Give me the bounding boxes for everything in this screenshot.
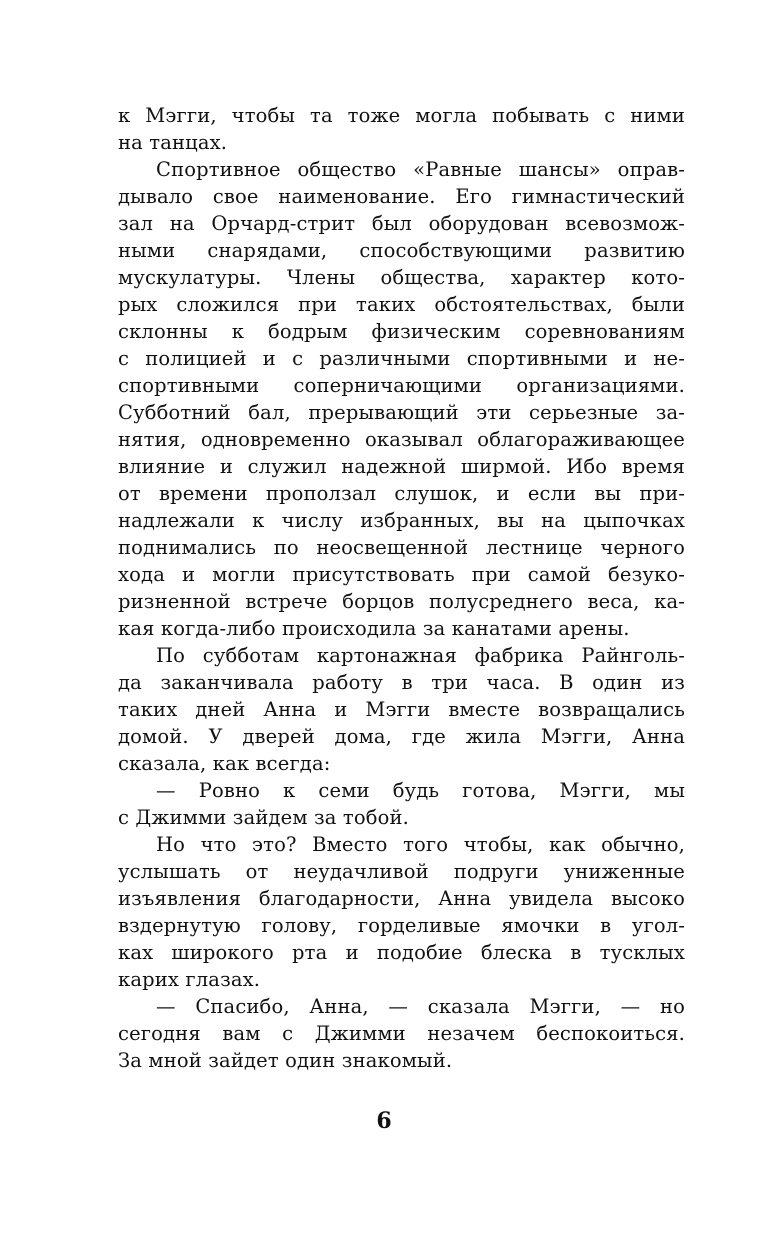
text-line: мускулатуры. Члены общества, характер кото- xyxy=(118,266,685,289)
text-line: да заканчивала работу в три часа. В один из xyxy=(118,671,685,694)
body-text xyxy=(118,102,685,1074)
text-line: За мной зайдет один знакомый. xyxy=(118,1049,453,1072)
text-line: ными снарядами, способствующими развитию xyxy=(118,239,685,262)
text-line: нятия, одновременно оказывал облагораживающее xyxy=(118,428,685,451)
text-line: влияние и служил надежной ширмой. Ибо время xyxy=(118,455,685,478)
text-line: домой. У дверей дома, где жила Мэгги, Анна xyxy=(118,725,685,748)
text-line: Субботний бал, прерывающий эти серьезные за- xyxy=(118,401,685,424)
text-line: Спортивное общество «Равные шансы» оправ- xyxy=(156,158,685,181)
text-line: сказала, как всегда: xyxy=(118,752,331,775)
text-line: надлежали к числу избранных, вы на цыпочках xyxy=(118,509,685,532)
text-line: карих глазах. xyxy=(118,968,261,991)
text-line: таких дней Анна и Мэгги вместе возвращались xyxy=(118,698,685,721)
text-line: — Ровно к семи будь готова, Мэгги, мы xyxy=(156,779,685,802)
text-line: — Спасибо, Анна, — сказала Мэгги, — но xyxy=(156,995,685,1018)
text-line: сегодня вам с Джимми незачем беспокоиться. xyxy=(118,1022,685,1045)
text-line: ках широкого рта и подобие блеска в тусклых xyxy=(118,941,685,964)
text-line: склонны к бодрым физическим соревнованиям xyxy=(118,320,685,343)
text-line: дывало свое наименование. Его гимнастический xyxy=(118,185,685,208)
page-number: 6 xyxy=(376,1108,392,1134)
text-line: вздернутую голову, горделивые ямочки в угол- xyxy=(118,914,685,937)
text-line: ризненной встрече борцов полусреднего веса, ка- xyxy=(118,590,685,613)
text-line: Но что это? Вместо того чтобы, как обычно, xyxy=(156,833,685,856)
text-line: с полицией и с различными спортивными и не- xyxy=(118,347,685,370)
text-line: поднимались по неосвещенной лестнице черного xyxy=(118,536,685,559)
text-line: к Мэгги, чтобы та тоже могла побывать с ними xyxy=(118,104,685,127)
text-line: рых сложился при таких обстоятельствах, были xyxy=(118,293,685,316)
text-line: спортивными соперничающими организациями. xyxy=(118,374,685,397)
text-line: изъявления благодарности, Анна увидела высоко xyxy=(118,887,685,910)
text-line: кая когда-либо происходила за канатами арены. xyxy=(118,617,630,640)
text-line: услышать от неудачливой подруги униженные xyxy=(118,860,685,883)
text-line: на танцах. xyxy=(118,131,228,154)
text-line: с Джимми зайдем за тобой. xyxy=(118,806,410,829)
text-line: зал на Орчард-стрит был оборудован всевозмож- xyxy=(118,212,685,235)
text-line: По субботам картонажная фабрика Райнголь- xyxy=(156,644,685,667)
text-line: хода и могли присутствовать при самой безуко- xyxy=(118,563,685,586)
text-line: от времени проползал слушок, и если вы при- xyxy=(118,482,685,505)
